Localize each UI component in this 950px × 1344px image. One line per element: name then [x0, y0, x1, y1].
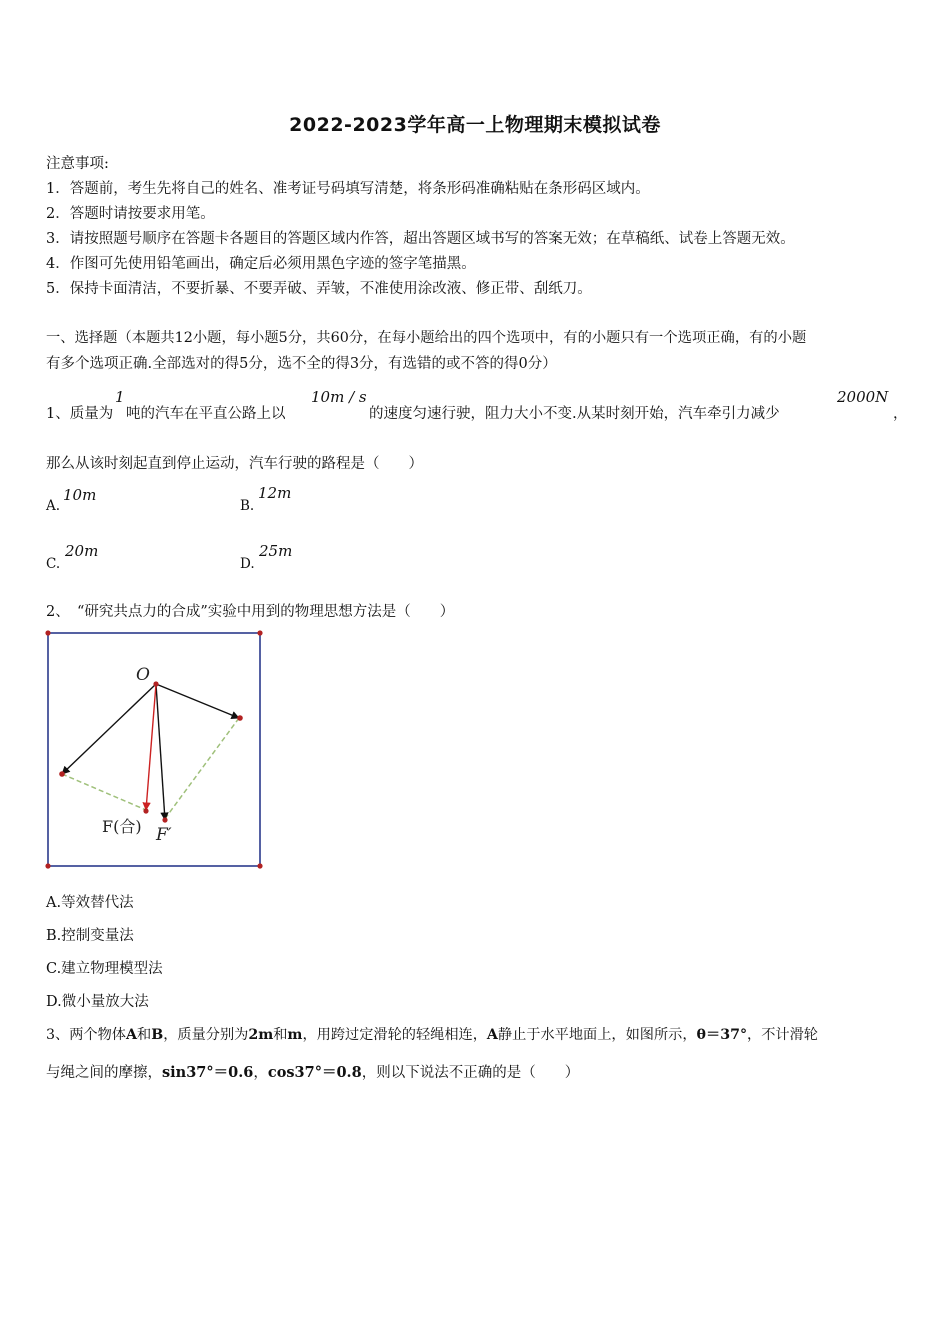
parallelogram-dash	[164, 718, 239, 820]
page-title: 2022-2023学年高一上物理期末模拟试卷	[289, 114, 661, 136]
frame-corner-dot	[45, 863, 50, 868]
label-f-resultant: F(合)	[102, 817, 142, 836]
point-dot	[153, 681, 158, 686]
q1-option-a-label: A.	[46, 498, 61, 514]
section-instructions: 一、选择题（本题共12小题，每小题5分，共60分，在每小题给出的四个选项中，有的小题只有一个选项正确，有的小题	[46, 330, 807, 346]
q3-text: ，则以下说法不正确的是（ ）	[361, 1065, 580, 1081]
q3-text: ，质量分别为	[163, 1027, 249, 1043]
figure-frame	[48, 633, 260, 866]
notice-item: 1．答题前，考生先将自己的姓名、准考证号码填写清楚，将条形码准确粘贴在条形码区域内。	[46, 181, 650, 197]
q3-var: A	[486, 1027, 498, 1043]
notice-item: 5．保持卡面清洁，不要折暴、不要弄破、弄皱，不准使用涂改液、修正带、刮纸刀。	[46, 281, 592, 297]
q3-text: ，用跨过定滑轮的轻绳相连，	[302, 1027, 487, 1043]
q2-stem: 2、 “研究共点力的合成”实验中用到的物理思想方法是（ ）	[46, 604, 455, 620]
parallelogram-dash	[62, 774, 146, 810]
force-composition-figure	[44, 628, 268, 872]
q1-text: 吨的汽车在平直公路上以	[126, 406, 286, 422]
force-resultant-arrow	[146, 684, 156, 810]
q3-text: 3、两个物体	[46, 1027, 126, 1043]
q3-var: θ＝37°	[696, 1027, 748, 1043]
q2-option-b: B.控制变量法	[46, 928, 134, 944]
q1-text: 的速度匀速行驶，阻力大小不变.从某时刻开始，汽车牵引力减少	[369, 406, 780, 422]
q1-option-d-label: D.	[240, 556, 255, 572]
label-o: O	[136, 665, 150, 685]
frame-corner-dot	[45, 630, 50, 635]
q1-text: ，	[893, 406, 908, 422]
q3-var: A	[125, 1027, 137, 1043]
notice-item: 2．答题时请按要求用笔。	[46, 206, 215, 222]
q3-text: ，不计滑轮	[747, 1027, 818, 1043]
q1-option-b-label: B.	[240, 498, 255, 514]
q3-text: 与绳之间的摩擦，	[46, 1065, 162, 1081]
notice-item: 3．请按照题号顺序在答题卡各题目的答题区域内作答，超出答题区域书写的答案无效；在草稿纸、试卷上答题无效。	[46, 231, 795, 247]
force-f1-arrow	[62, 684, 156, 774]
force-f2-arrow	[156, 684, 239, 718]
q3-text: ，	[253, 1065, 268, 1081]
q1-text: 那么从该时刻起直到停止运动，汽车行驶的路程是（ ）	[46, 456, 423, 472]
label-f-prime: F′	[156, 825, 172, 845]
q1-text: 1、质量为	[46, 406, 114, 422]
point-dot	[143, 808, 148, 813]
q1-option-c-value: 20m	[65, 542, 99, 560]
q1-force: 2000N	[837, 388, 889, 406]
q1-speed: 10m / s	[311, 388, 367, 406]
q2-option-c: C.建立物理模型法	[46, 961, 163, 977]
point-dot	[162, 817, 167, 822]
q1-option-c-label: C.	[46, 556, 61, 572]
section-instructions: 有多个选项正确.全部选对的得5分，选不全的得3分，有选错的或不答的得0分）	[46, 356, 557, 372]
notice-item: 4．作图可先使用铅笔画出，确定后必须用黑色字迹的签字笔描黑。	[46, 256, 476, 272]
q1-option-b-value: 12m	[258, 484, 292, 502]
frame-corner-dot	[257, 863, 262, 868]
q3-var: m	[287, 1027, 303, 1043]
notice-heading: 注意事项:	[46, 156, 109, 172]
q1-mass: 1	[115, 388, 125, 406]
force-fprime-arrow	[156, 684, 165, 820]
point-dot	[59, 771, 65, 777]
q3-text: 和	[273, 1027, 288, 1043]
frame-corner-dot	[257, 630, 262, 635]
q3-text: 和	[136, 1027, 152, 1043]
q3-var: 2m	[248, 1027, 274, 1043]
q1-option-d-value: 25m	[259, 542, 293, 560]
q3-var: B	[151, 1027, 164, 1043]
q2-option-d: D.微小量放大法	[46, 994, 149, 1010]
q3-text: 静止于水平地面上，如图所示，	[497, 1027, 697, 1043]
q3-var: sin37°＝0.6	[162, 1064, 254, 1081]
q3-line1	[46, 1024, 818, 1044]
point-dot	[237, 715, 243, 721]
q3-var: cos37°＝0.8	[267, 1064, 362, 1081]
q1-option-a-value: 10m	[63, 486, 97, 504]
q3-line2	[46, 1061, 579, 1082]
q2-option-a: A.等效替代法	[46, 895, 134, 911]
